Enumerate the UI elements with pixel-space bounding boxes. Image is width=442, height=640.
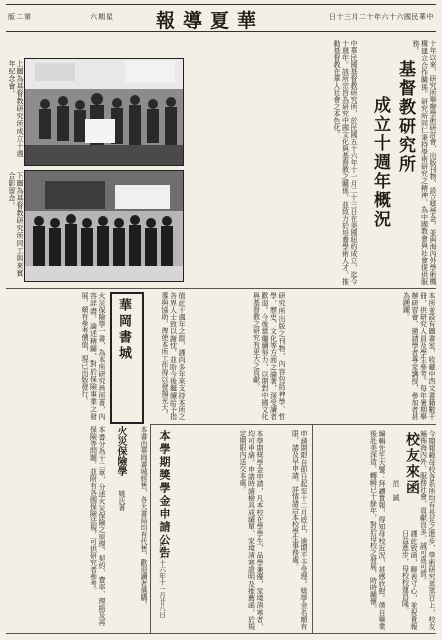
masthead-top-rule [6, 4, 436, 5]
article-column: 火災保險學一書，為本所研究員所著，內容詳盡，論述精闢，對於保險事業之發展，頗有參考價值，現已出版發行。 [81, 292, 106, 420]
group-photo [24, 170, 184, 282]
ad-author: 姚氏著 [118, 490, 126, 511]
scholarship-title: 本學期獎學金申請公告 [158, 430, 171, 560]
column-divider [312, 424, 313, 634]
ceremony-photo [24, 58, 184, 166]
issue-date: 日十三月二十年六十六國民華中 [329, 13, 434, 21]
article-column: 中華民國基督教研究所，於民國五十六年十一月二十三日在美國紐約成立，迄今十週年。該所宗旨為研究中國文化與基督教之關係，並致力於培養學術人才，推動基督教在華人社會之本色化。 [333, 40, 358, 285]
scholarship-body: 申請期限自即日起至十二月底止，逾期不予受理。獎學金名額有限，請及早申請。詳情請洽本校學生事務處。 [291, 430, 308, 630]
scholarship-date: 民國六十六年十一月廿八日 [158, 540, 166, 618]
article-column: 研究所出版之刊物，內容包括神學、哲學、歷史、文化等方面之論著，深受讀者歡迎。今後當繼續努力，以期對中國文化與基督教之研究有更大之貢獻。 [252, 292, 286, 420]
letters-title: 校友來函 [404, 432, 420, 496]
article-column: 本所並設有圖書室，收藏中西文書籍數千冊，供研究人員及學生參考。每年暑期舉辦研習會，邀請學者專家講授，參加者甚為踴躍。 [402, 292, 436, 420]
photo-caption-top: 上圖為基督教研究所成立十週年紀念會。 [8, 60, 24, 158]
bottom-rule [6, 633, 436, 634]
scholarship-body: 本學期獎學金申請，凡本校在學學生，品學兼優，家境清寒者，均可申請。申請時請檢具成績單、家境清寒證明及推薦函，於規定期限內送交本處。 [239, 430, 264, 630]
article-column: 值此十週年之際，謹向多年來支持本所之各界人士致以謝忱，並盼今後繼續給予指導與協助，俾使本所工作得以發揚光大。 [161, 292, 186, 420]
newspaper-title: 報導夏華 [156, 10, 265, 32]
letter-body: 今閱報載母校各系所均有長足之進步，學術研究蒸蒸日上，校友遍佈海內外，服務社會，貢獻良多，誠可喜可賀。 [419, 430, 436, 630]
photo-caption-bottom: 下圖為基督教研究所同工與來賓合影留念。 [8, 172, 24, 277]
ad-book-title: 火災保險學 [115, 426, 126, 476]
section-divider [6, 288, 436, 289]
page-number: 版二第 [8, 13, 32, 21]
article-column: 十年以來，研究所舉辦學術研討會、出版刊物、設立獎學金，並與海內外學術機構建立合作關係。研究所同仁秉持學術研究之精神，為中國教會與社會提供服務。 [412, 40, 437, 285]
article-title-line1: 基督教研究所 [395, 60, 415, 174]
article-column: 本書由華岡書城經售，各大書局均有代售，歡迎讀者選購。 [140, 426, 148, 608]
bookstore-name: 華岡書城 [116, 298, 131, 362]
letter-body: 編輯先生大鑒：拜讀貴報，得知母校近況，甚感欣慰。僕自畢業後赴美深造，轉瞬已十餘年，對於母校之發展，時時關懷。 [369, 430, 386, 630]
weekday: 六期星 [90, 13, 114, 21]
letters-author: 范 誠 [392, 480, 400, 501]
article-column: 本書分為十二章，分述火災保險之原理、契約、費率、理賠及再保險等問題，並附有各國保險法規，可供研究者參考。 [89, 426, 106, 626]
bookstore-ad [110, 292, 144, 424]
letter-body: 謹此致函，聊表寸心，並祝貴報日益進步，母校校運昌隆。 [401, 530, 418, 630]
section-divider [150, 424, 436, 425]
masthead [6, 4, 436, 32]
article-title-line2: 成立十週年概況 [370, 96, 390, 229]
column-divider [150, 424, 151, 634]
